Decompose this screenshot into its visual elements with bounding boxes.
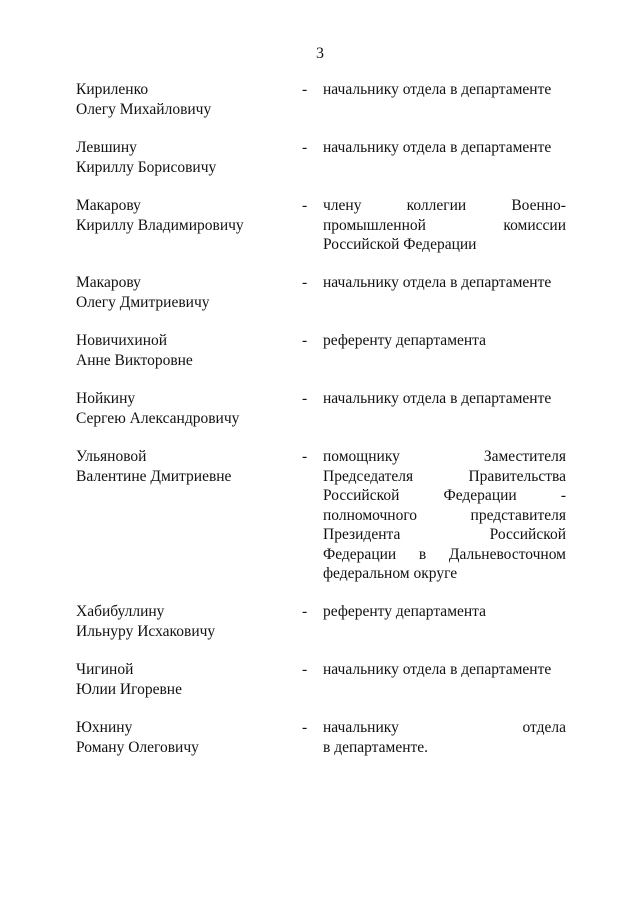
position-title [323, 138, 566, 158]
position-word: - [560, 487, 566, 504]
dash-separator: - [302, 661, 308, 678]
position-word: Российской [489, 526, 566, 543]
position-word: Заместителя [483, 448, 566, 465]
surname: Чигиной [76, 661, 134, 678]
position-line [323, 467, 566, 487]
position-word: Федерации [323, 545, 397, 563]
position-word: коллегии [406, 197, 467, 214]
position-title [323, 273, 566, 293]
surname: Юхнину [76, 719, 133, 736]
position-title [323, 447, 566, 584]
position-word: Председателя [323, 467, 414, 485]
person-name [76, 273, 291, 312]
surname: Нойкину [76, 390, 136, 407]
position-title [323, 660, 566, 680]
given-names: Роману Олеговичу [76, 738, 199, 756]
position-word: представителя [470, 506, 566, 524]
surname: Макарову [76, 197, 141, 214]
position-line: начальнику отдела в департаменте [323, 139, 552, 156]
surname: Ульяновой [76, 448, 147, 465]
surname: Хабибуллину [76, 603, 165, 620]
position-word: в [418, 545, 427, 563]
position-title [323, 718, 566, 757]
position-line [323, 718, 566, 738]
given-names: Валентине Дмитриевне [76, 467, 232, 485]
position-word: начальнику [323, 719, 399, 736]
person-name [76, 718, 291, 757]
position-line: Российской Федерации [323, 236, 477, 253]
position-word: Федерации [443, 487, 517, 504]
position-line: референту департамента [323, 603, 487, 620]
person-name [76, 602, 291, 641]
position-line: референту департамента [323, 332, 487, 349]
person-name [76, 80, 291, 119]
position-word: Дальневосточном [448, 545, 566, 563]
position-line [323, 545, 566, 565]
surname: Новичихиной [76, 332, 168, 349]
position-line: в департаменте. [323, 738, 429, 756]
given-names: Кириллу Борисовичу [76, 158, 217, 176]
position-line: федеральном округе [323, 565, 458, 582]
given-names: Ильнуру Исхаковичу [76, 622, 216, 640]
position-line: начальнику отдела в департаменте [323, 274, 552, 291]
person-name [76, 138, 291, 177]
position-title [323, 80, 566, 100]
position-line: начальнику отдела в департаменте [323, 390, 552, 407]
surname: Кириленко [76, 81, 149, 98]
position-line [323, 506, 566, 526]
position-word: Военно- [511, 197, 566, 214]
position-word: Российской [323, 487, 400, 504]
dash-separator: - [302, 603, 308, 620]
position-title [323, 602, 566, 622]
position-line [323, 196, 566, 216]
position-word: Правительства [468, 467, 566, 485]
position-word: комиссии [503, 216, 566, 234]
dash-separator: - [302, 448, 308, 465]
position-line: начальнику отдела в департаменте [323, 661, 552, 678]
dash-separator: - [302, 274, 308, 291]
dash-separator: - [302, 81, 308, 98]
dash-separator: - [302, 139, 308, 156]
surname: Макарову [76, 274, 141, 291]
dash-separator: - [302, 197, 308, 214]
person-name [76, 331, 291, 370]
position-word: помощнику [323, 448, 400, 465]
position-title [323, 331, 566, 351]
given-names: Олегу Дмитриевичу [76, 293, 210, 311]
given-names: Сергею Александровичу [76, 409, 240, 427]
dash-separator: - [302, 390, 308, 407]
position-word: Президента [323, 526, 401, 543]
given-names: Анне Викторовне [76, 351, 193, 369]
position-line [323, 486, 566, 506]
given-names: Олегу Михайловичу [76, 100, 212, 118]
surname: Левшину [76, 139, 137, 156]
person-name [76, 389, 291, 428]
position-line [323, 216, 566, 236]
position-word: отдела [522, 719, 566, 736]
person-name [76, 660, 291, 699]
position-word: члену [323, 197, 362, 214]
position-line [323, 447, 566, 467]
position-line [323, 525, 566, 545]
person-name [76, 196, 291, 235]
given-names: Юлии Игоревне [76, 680, 182, 698]
position-title [323, 389, 566, 409]
position-word: полномочного [323, 506, 418, 524]
dash-separator: - [302, 719, 308, 736]
position-line: начальнику отдела в департаменте [323, 81, 552, 98]
person-name [76, 447, 291, 486]
page-number: 3 [316, 45, 324, 62]
position-word: промышленной [323, 216, 426, 234]
position-title [323, 196, 566, 255]
dash-separator: - [302, 332, 308, 349]
given-names: Кириллу Владимировичу [76, 216, 244, 234]
